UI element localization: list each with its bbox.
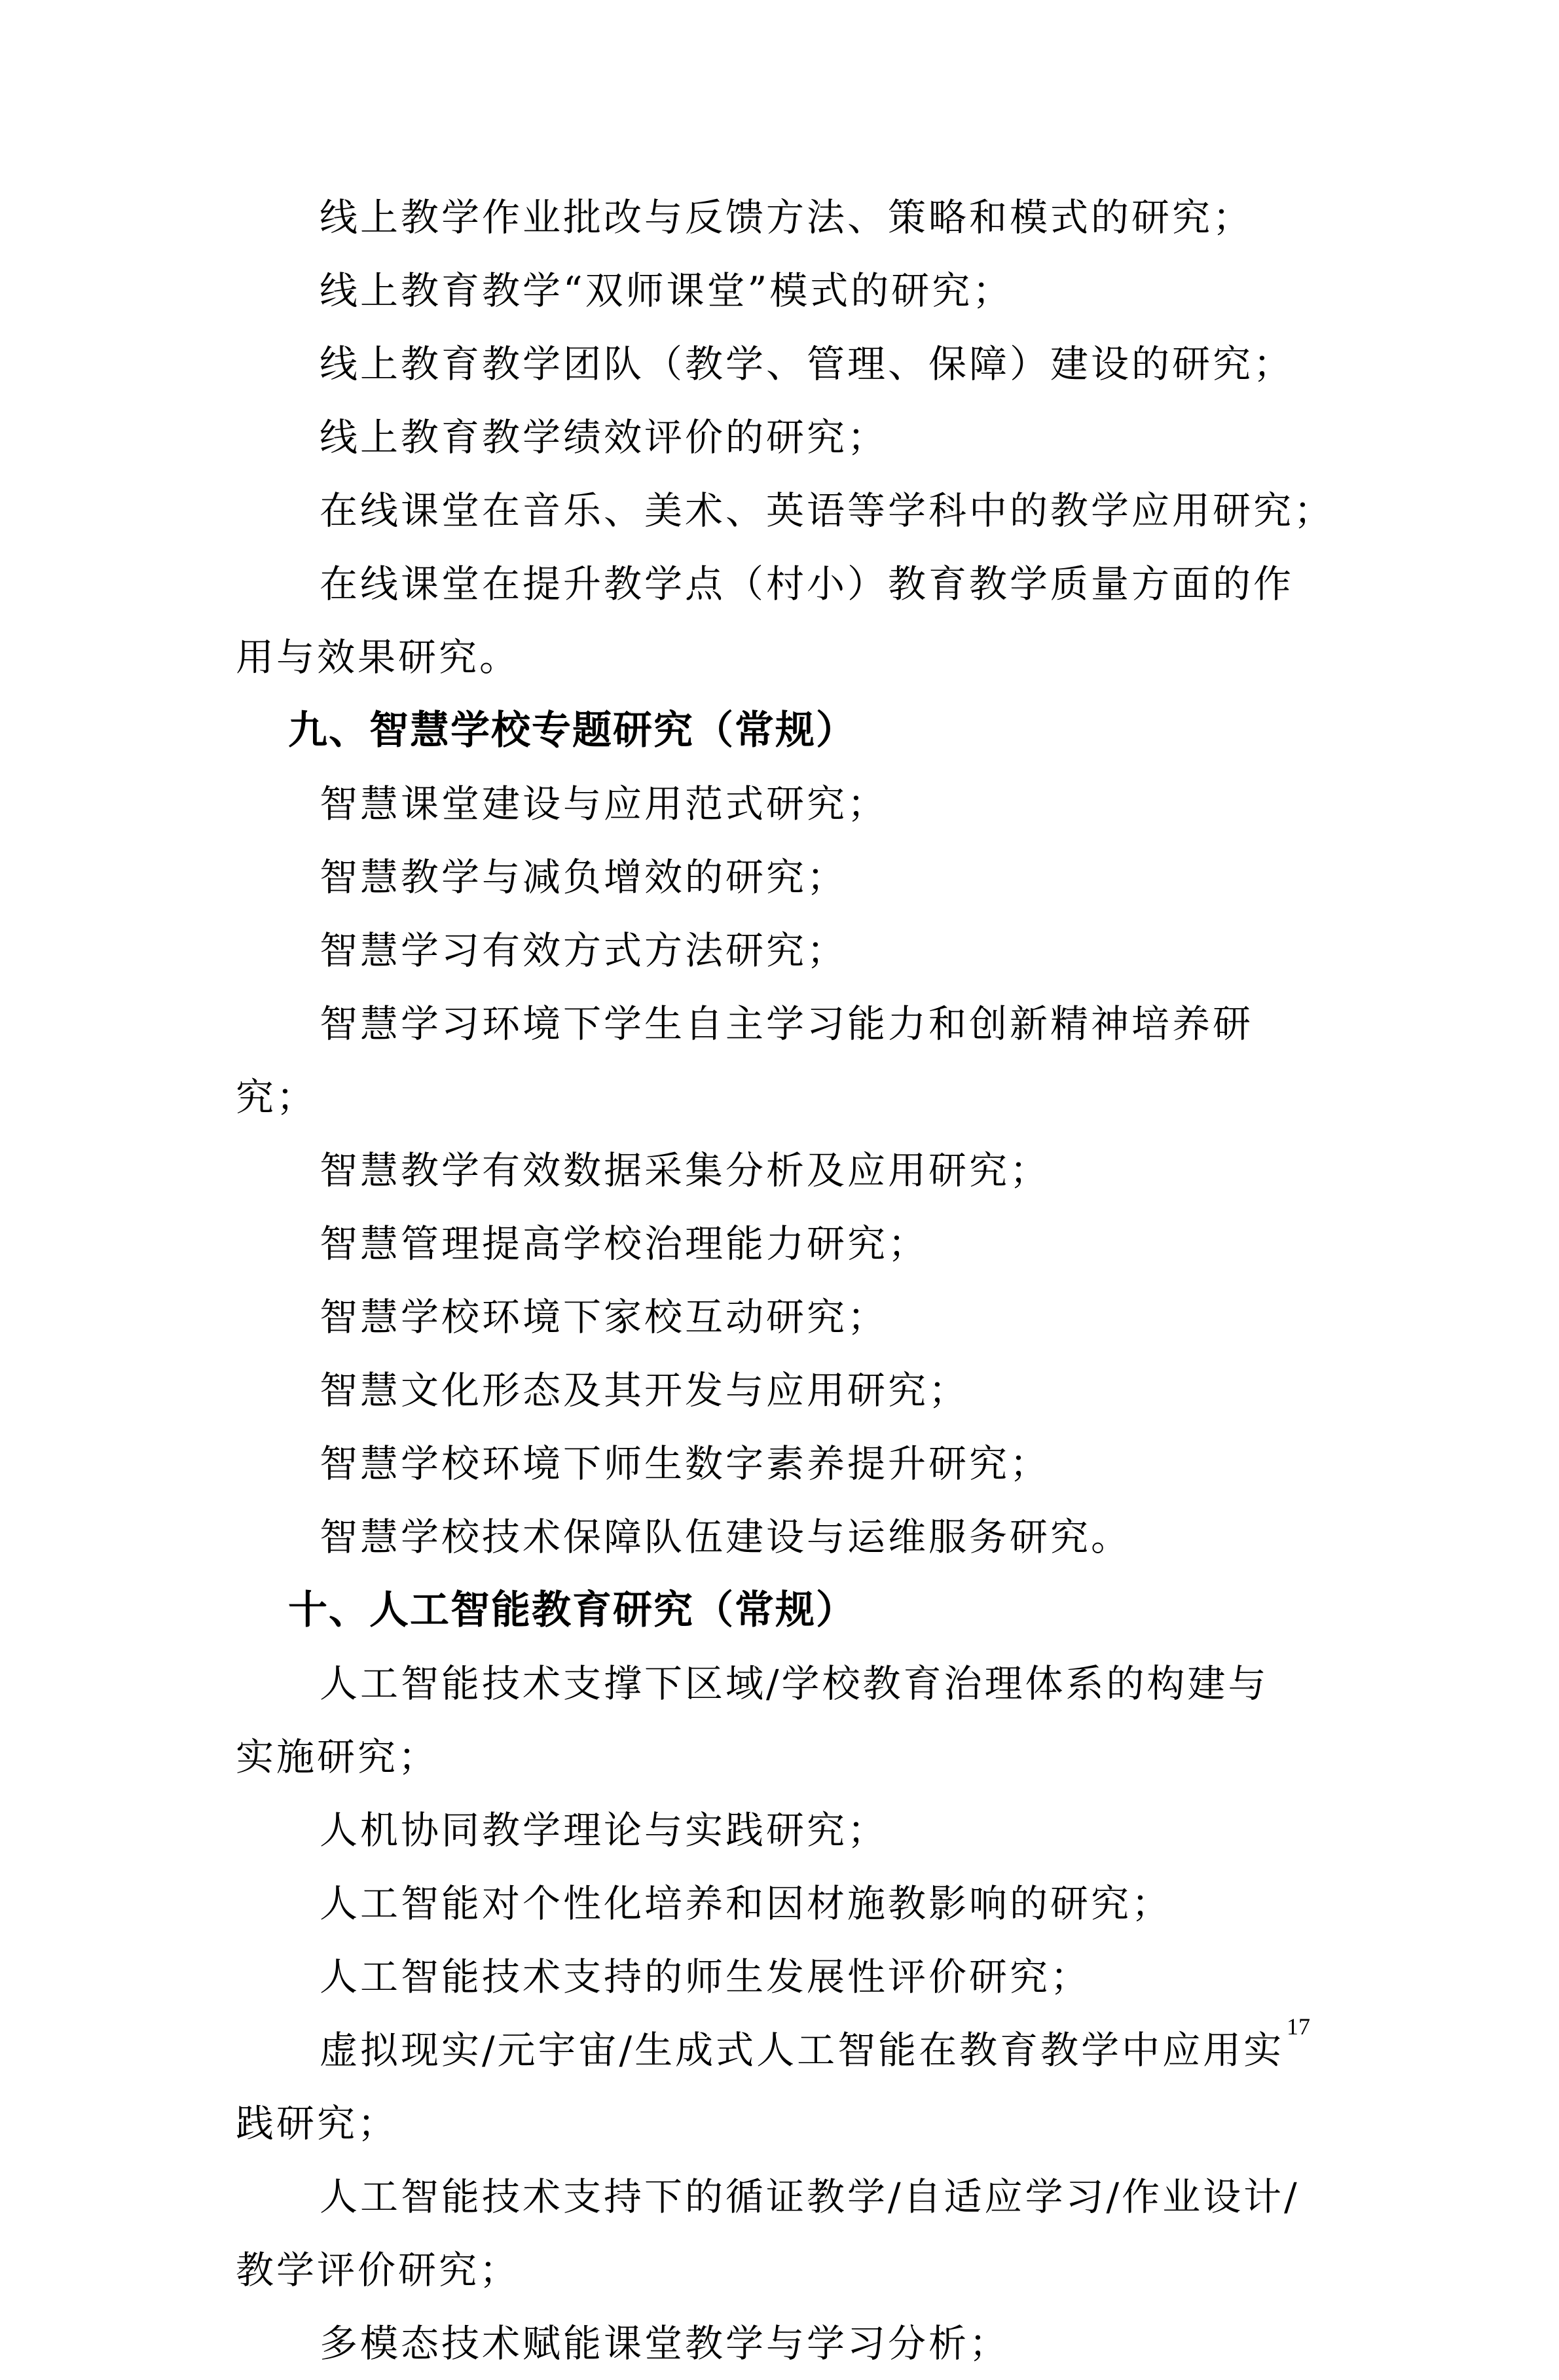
list-item-continuation: 实施研究； <box>236 1735 439 1779</box>
list-item: 智慧学习环境下学生自主学习能力和创新精神培养研 <box>320 1001 1254 1046</box>
list-item: 线上教育教学团队（教学、管理、保障）建设的研究； <box>320 342 1294 386</box>
page-body <box>236 181 1335 2380</box>
list-item: 线上教育教学“双师课堂”模式的研究； <box>320 268 1014 313</box>
list-item-continuation: 究； <box>236 1075 318 1119</box>
list-item: 虚拟现实/元宇宙/生成式人工智能在教育教学中应用实 <box>320 2028 1285 2072</box>
list-item: 智慧学校环境下师生数字素养提升研究； <box>320 1441 1051 1486</box>
list-item: 人工智能技术支持的师生发展性评价研究； <box>320 1955 1091 1999</box>
page-number: 17 <box>1287 2013 1310 2040</box>
list-item: 智慧管理提高学校治理能力研究； <box>320 1221 929 1266</box>
list-item: 智慧学校环境下家校互动研究； <box>320 1295 889 1339</box>
list-item: 在线课堂在音乐、美术、英语等学科中的教学应用研究； <box>320 488 1335 533</box>
list-item: 线上教育教学绩效评价的研究； <box>320 415 889 460</box>
list-item-continuation: 用与效果研究。 <box>236 635 521 679</box>
list-item: 人机协同教学理论与实践研究； <box>320 1808 889 1852</box>
list-item-continuation: 践研究； <box>236 2101 399 2146</box>
section-heading-10: 十、人工智能教育研究（常规） <box>288 1587 856 1633</box>
list-item: 人工智能技术支持下的循证教学/自适应学习/作业设计/ <box>320 2174 1300 2219</box>
list-item: 智慧课堂建设与应用范式研究； <box>320 782 889 826</box>
list-item: 智慧学习有效方式方法研究； <box>320 928 848 973</box>
list-item: 智慧文化形态及其开发与应用研究； <box>320 1368 970 1413</box>
list-item: 智慧教学有效数据采集分析及应用研究； <box>320 1148 1051 1193</box>
section-heading-9: 九、智慧学校专题研究（常规） <box>288 708 856 753</box>
list-item: 多模态技术赋能课堂教学与学习分析； <box>320 2321 1010 2366</box>
list-item: 人工智能对个性化培养和因材施教影响的研究； <box>320 1881 1173 1926</box>
list-item: 智慧学校技术保障队伍建设与运维服务研究。 <box>320 1515 1132 1559</box>
list-item: 在线课堂在提升教学点（村小）教育教学质量方面的作 <box>320 562 1294 606</box>
list-item-continuation: 教学评价研究； <box>236 2248 521 2292</box>
list-item: 线上教学作业批改与反馈方法、策略和模式的研究； <box>320 195 1254 240</box>
list-item: 人工智能技术支撑下区域/学校教育治理体系的构建与 <box>320 1661 1269 1706</box>
list-item: 智慧教学与减负增效的研究； <box>320 855 848 899</box>
